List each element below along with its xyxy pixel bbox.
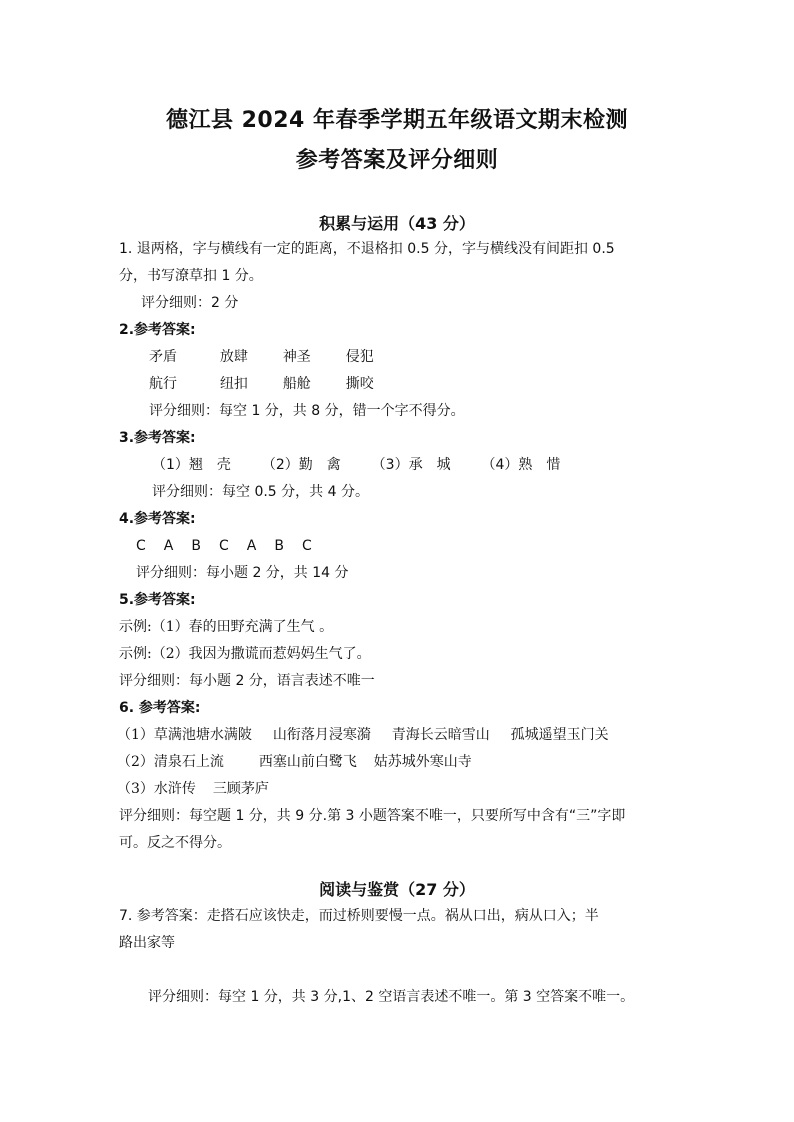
q6-label: 6. 参考答案: [119, 700, 201, 716]
section-heading-reading: 阅读与鉴赏（27 分） [319, 880, 475, 899]
q4-rule: 评分细则：每小题 2 分，共 14 分 [136, 565, 349, 581]
q6-row2 [117, 753, 472, 771]
q2-word: 撕咬 [345, 376, 374, 392]
q6-answer: （3）水浒传 [117, 781, 196, 797]
q6-answer: （1）草满池塘水满陂 [117, 727, 252, 743]
q6-answer: 孤城遥望玉门关 [510, 727, 609, 743]
document-subtitle: 参考答案及评分细则 [295, 148, 499, 173]
q2-row1 [149, 348, 374, 366]
q4-answer: C [301, 538, 312, 554]
q2-row2 [149, 375, 374, 393]
q1-text-line2: 分，书写潦草扣 1 分。 [119, 268, 263, 284]
q6-answer: 西塞山前白鹭飞 [258, 754, 357, 770]
q2-word: 纽扣 [219, 376, 248, 392]
q4-answer: B [191, 538, 201, 554]
q4-answers [136, 537, 312, 555]
q4-answer: C [218, 538, 229, 554]
q4-answer: C [136, 538, 146, 554]
q6-answer: （2）清泉石上流 [117, 754, 224, 770]
q6-answer: 三顾茅庐 [212, 781, 269, 797]
q3-label: 3.参考答案: [119, 430, 196, 446]
q3-rule: 评分细则：每空 0.5 分，共 4 分。 [152, 484, 369, 500]
q2-word: 矛盾 [149, 349, 177, 365]
q7-text-line1: 7. 参考答案：走搭石应该快走，而过桥则要慢一点。祸从口出，病从口入；半 [119, 908, 599, 924]
q2-word: 侵犯 [345, 349, 374, 365]
q4-answer: A [246, 538, 257, 554]
q2-word: 神圣 [282, 349, 311, 365]
q1-text-line1: 1. 退两格，字与横线有一定的距离，不退格扣 0.5 分，字与横线没有间距扣 0.5 [119, 241, 615, 257]
q6-rule-line1: 评分细则：每空题 1 分，共 9 分.第 3 小题答案不唯一，只要所写中含有“三”字即 [119, 808, 626, 824]
q2-word: 放肆 [219, 349, 248, 365]
q3-answers [152, 456, 560, 474]
q6-rule-line2: 可。反之不得分。 [119, 835, 231, 851]
q3-item: （3）承 城 [371, 457, 451, 473]
q6-row3 [117, 780, 269, 798]
q6-answer: 山衔落月浸寒漪 [272, 727, 371, 743]
q6-answer: 姑苏城外寒山寺 [373, 754, 472, 770]
q4-label: 4.参考答案: [119, 511, 196, 527]
section-heading-accumulation: 积累与运用（43 分） [319, 214, 475, 233]
q4-answer: A [163, 538, 174, 554]
q5-example2: 示例:（2）我因为撒谎而惹妈妈生气了。 [119, 646, 371, 662]
q3-item: （1）翘 壳 [152, 457, 231, 473]
q2-label: 2.参考答案: [119, 322, 196, 338]
q1-rule: 评分细则：2 分 [141, 295, 239, 311]
q2-word: 船舱 [282, 376, 311, 392]
document-title: 德江县 2024 年春季学期五年级语文期末检测 [165, 108, 629, 133]
q6-answer: 青海长云暗雪山 [391, 727, 490, 743]
q7-rule: 评分细则：每空 1 分，共 3 分,1、2 空语言表述不唯一。第 3 空答案不唯一。 [148, 989, 635, 1005]
q5-label: 5.参考答案: [119, 592, 196, 608]
q6-row1 [117, 726, 609, 744]
q5-example1: 示例:（1）春的田野充满了生气 。 [119, 619, 334, 635]
q3-item: （4）熟 惜 [481, 457, 561, 473]
q2-word: 航行 [149, 376, 177, 392]
q5-rule: 评分细则：每小题 2 分，语言表述不唯一 [119, 673, 375, 689]
q2-rule: 评分细则：每空 1 分，共 8 分，错一个字不得分。 [149, 403, 465, 419]
q4-answer: B [274, 538, 284, 554]
q3-item: （2）勤 禽 [261, 457, 341, 473]
q7-text-line2: 路出家等 [119, 935, 175, 951]
